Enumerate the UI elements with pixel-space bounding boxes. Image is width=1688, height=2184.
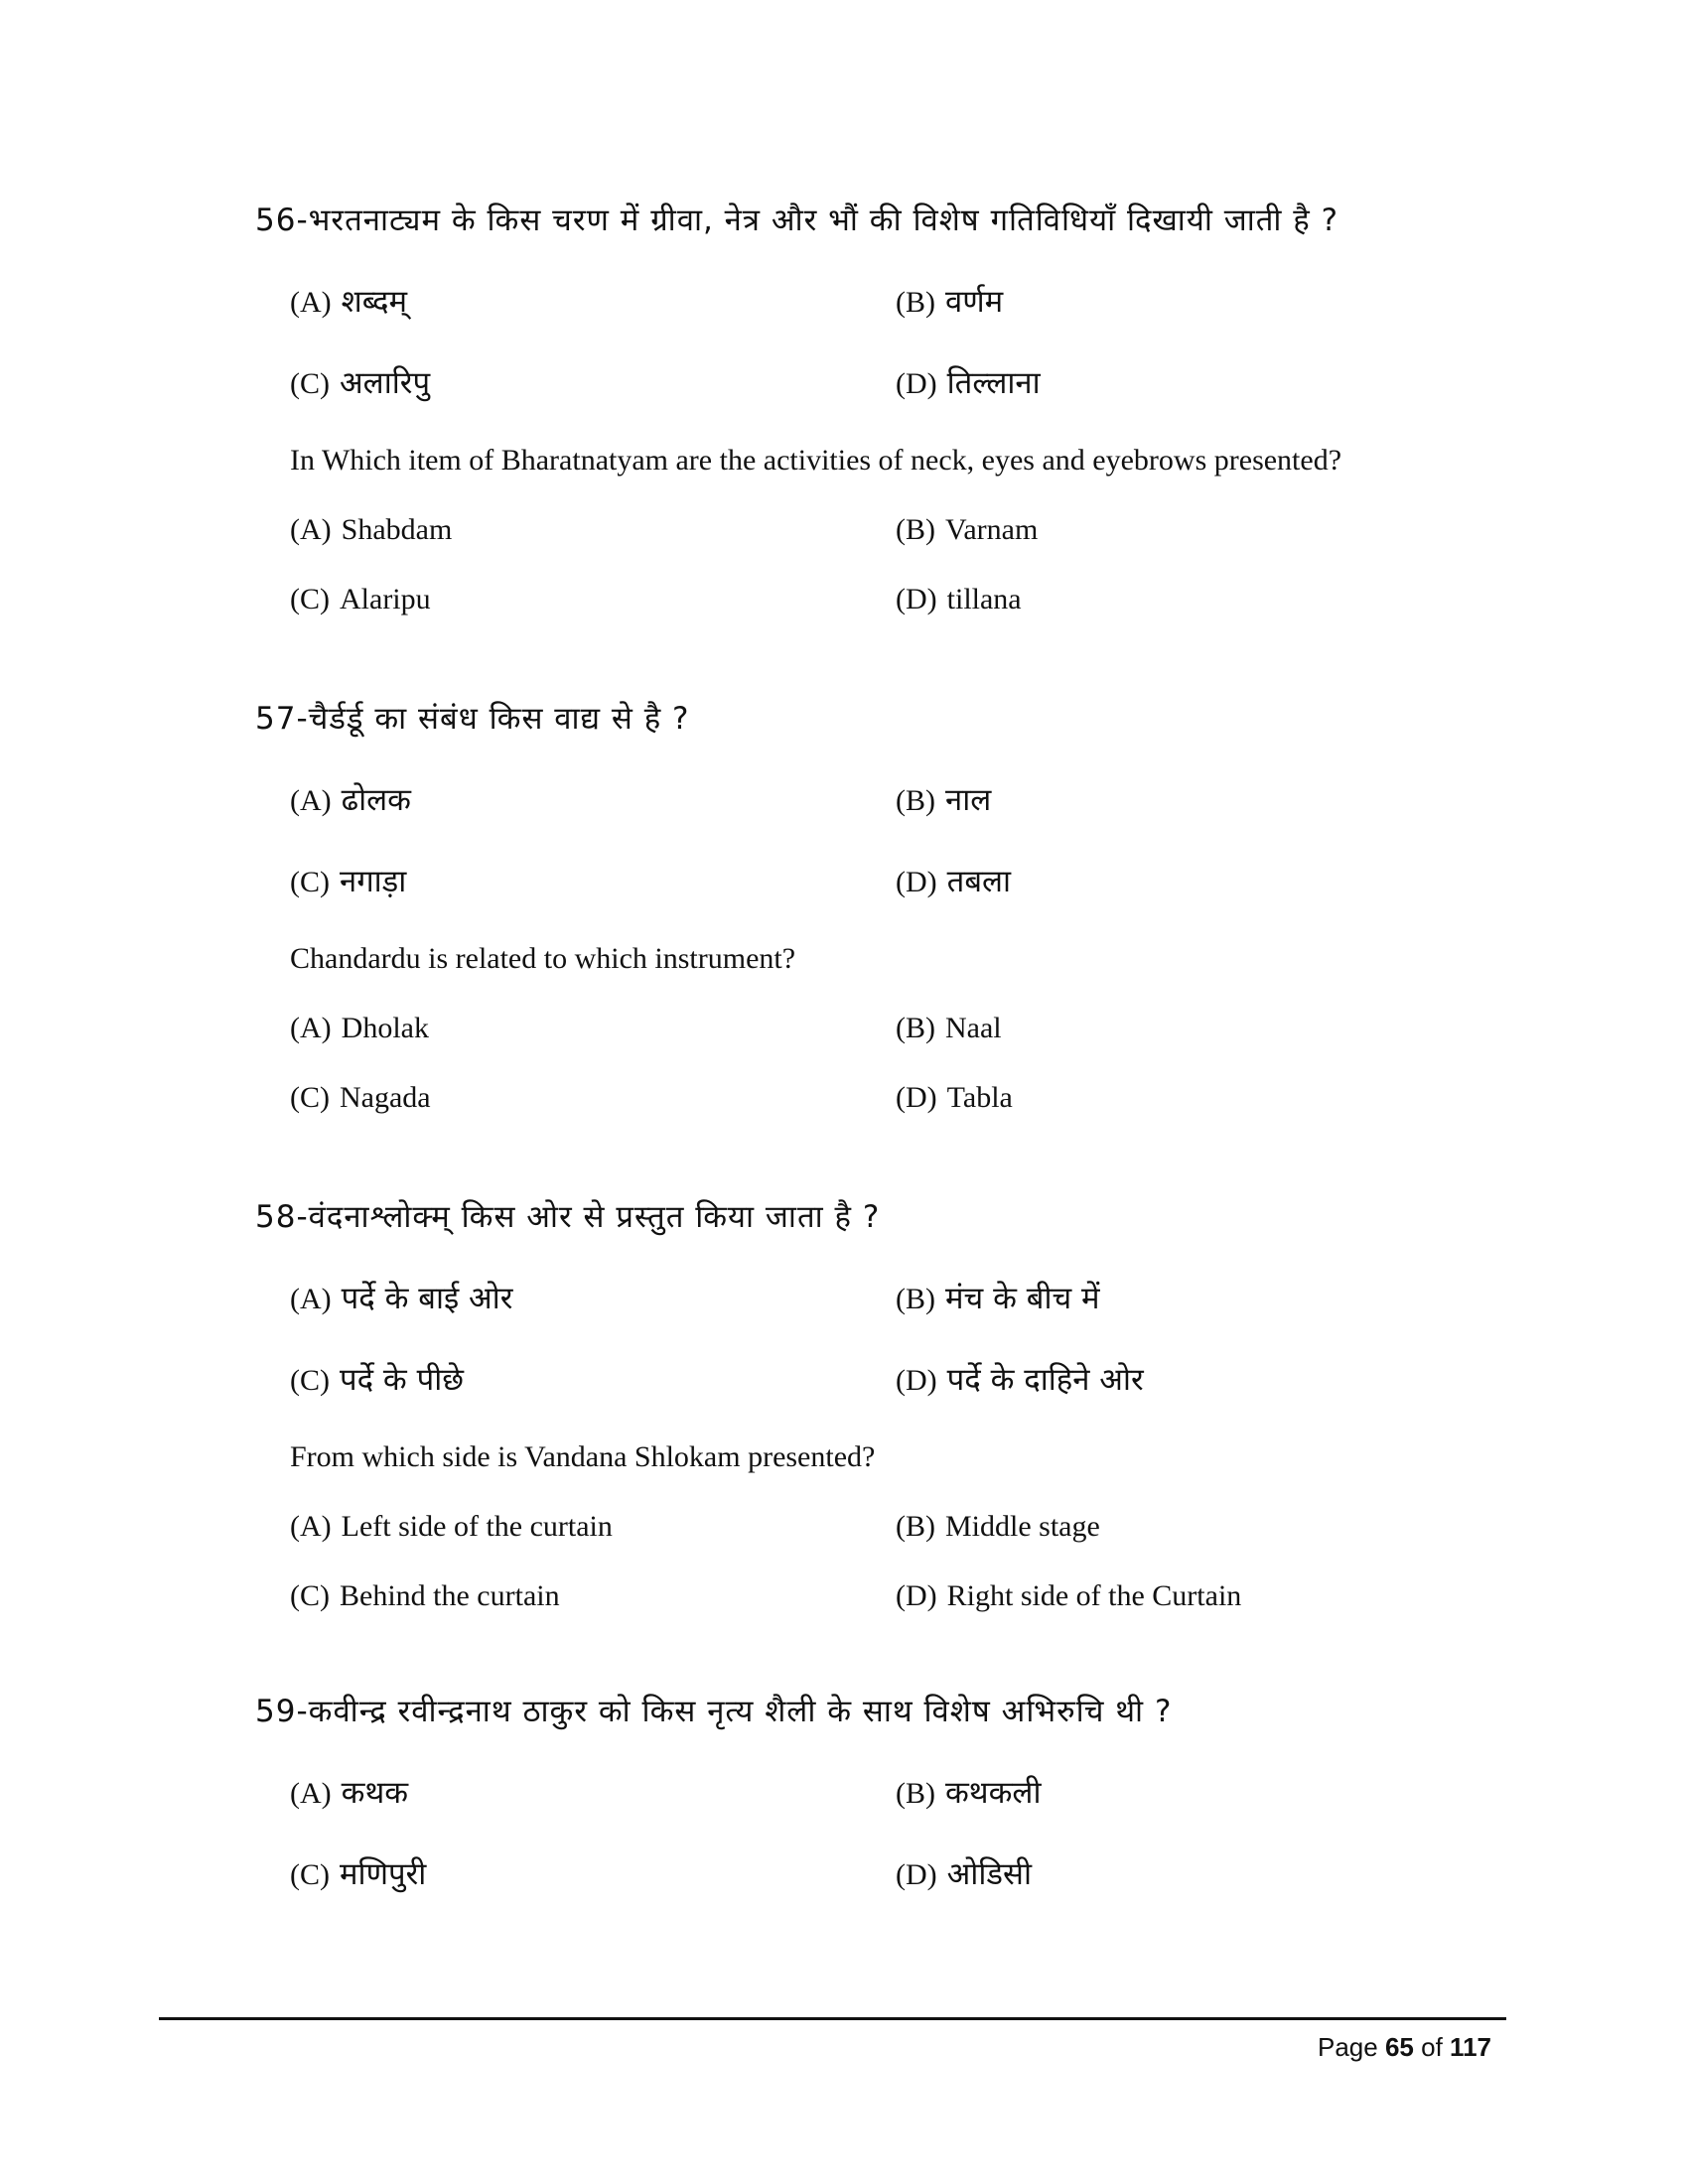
option-text: पर्दे के दाहिने ओर <box>946 1362 1144 1398</box>
english-option-d <box>896 580 1452 624</box>
option-label: (A) <box>290 784 332 817</box>
option-label: (D) <box>896 1858 937 1891</box>
option-label: (A) <box>290 286 332 319</box>
hindi-option-b <box>896 1773 1452 1819</box>
of-word: of <box>1421 2032 1443 2062</box>
english-option-a <box>290 510 846 555</box>
option-label: (D) <box>896 367 937 400</box>
option-label: (B) <box>896 1510 935 1543</box>
question-56 <box>0 201 1688 677</box>
page-word: Page <box>1318 2032 1378 2062</box>
option-label: (C) <box>290 367 330 400</box>
option-text: पर्दे के बाई ओर <box>341 1281 513 1316</box>
option-text: Nagada <box>340 1081 431 1114</box>
page-number <box>1318 2027 1491 2067</box>
option-text: tillana <box>946 583 1022 615</box>
question-english-text: In Which item of Bharatnatyam are the activities of neck, eyes and eyebrows presented? <box>290 444 1342 477</box>
option-label: (A) <box>290 1777 332 1810</box>
option-label: (C) <box>290 583 330 615</box>
question-english-text: From which side is Vandana Shlokam presented? <box>290 1440 876 1473</box>
english-option-b <box>896 1507 1452 1552</box>
hindi-option-b <box>896 1279 1452 1324</box>
hindi-option-b <box>896 780 1452 826</box>
option-text: वर्णम <box>945 284 1004 320</box>
option-text: Dholak <box>341 1012 429 1044</box>
option-label: (D) <box>896 1081 937 1114</box>
english-option-c <box>290 1078 846 1123</box>
option-text: Middle stage <box>945 1510 1100 1543</box>
option-text: नाल <box>945 782 992 818</box>
hindi-option-d <box>896 862 1452 907</box>
question-hindi-text: 56-भरतनाट्यम के किस चरण में ग्रीवा, नेत्र और भौं की विशेष गतिविधियाँ दिखायी जाती है ? <box>255 203 1339 238</box>
hindi-option-b <box>896 282 1452 328</box>
option-text: मणिपुरी <box>340 1856 427 1892</box>
option-text: तबला <box>946 864 1012 899</box>
option-label: (C) <box>290 1858 330 1891</box>
option-text: पर्दे के पीछे <box>340 1362 464 1398</box>
hindi-option-c <box>290 1854 846 1900</box>
option-label: (B) <box>896 286 935 319</box>
option-label: (B) <box>896 1777 935 1810</box>
hindi-option-d <box>896 1360 1452 1406</box>
english-option-b <box>896 1009 1452 1053</box>
option-text: Varnam <box>945 513 1039 546</box>
option-label: (A) <box>290 1510 332 1543</box>
option-label: (B) <box>896 1283 935 1315</box>
english-option-a <box>290 1507 846 1552</box>
option-text: Right side of the Curtain <box>946 1579 1242 1612</box>
hindi-option-d <box>896 1854 1452 1900</box>
hindi-option-a <box>290 282 846 328</box>
option-text: मंच के बीच में <box>945 1281 1100 1316</box>
option-text: अलारिपु <box>340 365 431 401</box>
question-english-text: Chandardu is related to which instrument? <box>290 942 796 975</box>
hindi-option-c <box>290 1360 846 1406</box>
option-text: तिल्लाना <box>946 365 1041 401</box>
option-label: (A) <box>290 1012 332 1044</box>
english-option-b <box>896 510 1452 555</box>
option-label: (D) <box>896 583 937 615</box>
option-text: कथकली <box>945 1775 1042 1811</box>
option-text: Tabla <box>946 1081 1013 1114</box>
total-pages: 117 <box>1450 2032 1491 2062</box>
option-label: (B) <box>896 1012 935 1044</box>
option-text: Alaripu <box>340 583 431 615</box>
option-text: Behind the curtain <box>340 1579 560 1612</box>
option-label: (C) <box>290 1579 330 1612</box>
option-label: (C) <box>290 1081 330 1114</box>
english-option-d <box>896 1078 1452 1123</box>
option-label: (A) <box>290 513 332 546</box>
footer-divider <box>159 2017 1506 2020</box>
question-59 <box>0 1692 1688 1950</box>
hindi-option-a <box>290 1279 846 1324</box>
option-text: नगाड़ा <box>340 864 407 899</box>
option-label: (D) <box>896 1364 937 1397</box>
option-text: Shabdam <box>341 513 453 546</box>
option-text: शब्दम् <box>341 284 408 320</box>
option-text: Left side of the curtain <box>341 1510 613 1543</box>
question-hindi-text: 58-वंदनाश्लोक्म् किस ओर से प्रस्तुत किया जाता है ? <box>255 1199 881 1235</box>
option-label: (A) <box>290 1283 332 1315</box>
option-label: (B) <box>896 513 935 546</box>
english-option-d <box>896 1576 1452 1621</box>
option-label: (C) <box>290 1364 330 1397</box>
hindi-option-c <box>290 363 846 409</box>
question-hindi-text: 59-कवीन्द्र रवीन्द्रनाथ ठाकुर को किस नृत्य शैली के साथ विशेष अभिरुचि थी ? <box>255 1694 1173 1729</box>
option-label: (D) <box>896 866 937 898</box>
option-text: ओडिसी <box>946 1856 1032 1892</box>
option-text: ढोलक <box>341 782 411 818</box>
option-text: कथक <box>341 1775 409 1811</box>
current-page: 65 <box>1384 2032 1414 2062</box>
question-hindi-text: 57-चैर्डर्डू का संबंध किस वाद्य से है ? <box>255 701 690 737</box>
question-58 <box>0 1197 1688 1674</box>
option-label: (C) <box>290 866 330 898</box>
english-option-c <box>290 1576 846 1621</box>
english-option-c <box>290 580 846 624</box>
question-57 <box>0 699 1688 1175</box>
option-label: (D) <box>896 1579 937 1612</box>
hindi-option-c <box>290 862 846 907</box>
english-option-a <box>290 1009 846 1053</box>
option-text: Naal <box>945 1012 1002 1044</box>
hindi-option-a <box>290 780 846 826</box>
option-label: (B) <box>896 784 935 817</box>
hindi-option-d <box>896 363 1452 409</box>
hindi-option-a <box>290 1773 846 1819</box>
